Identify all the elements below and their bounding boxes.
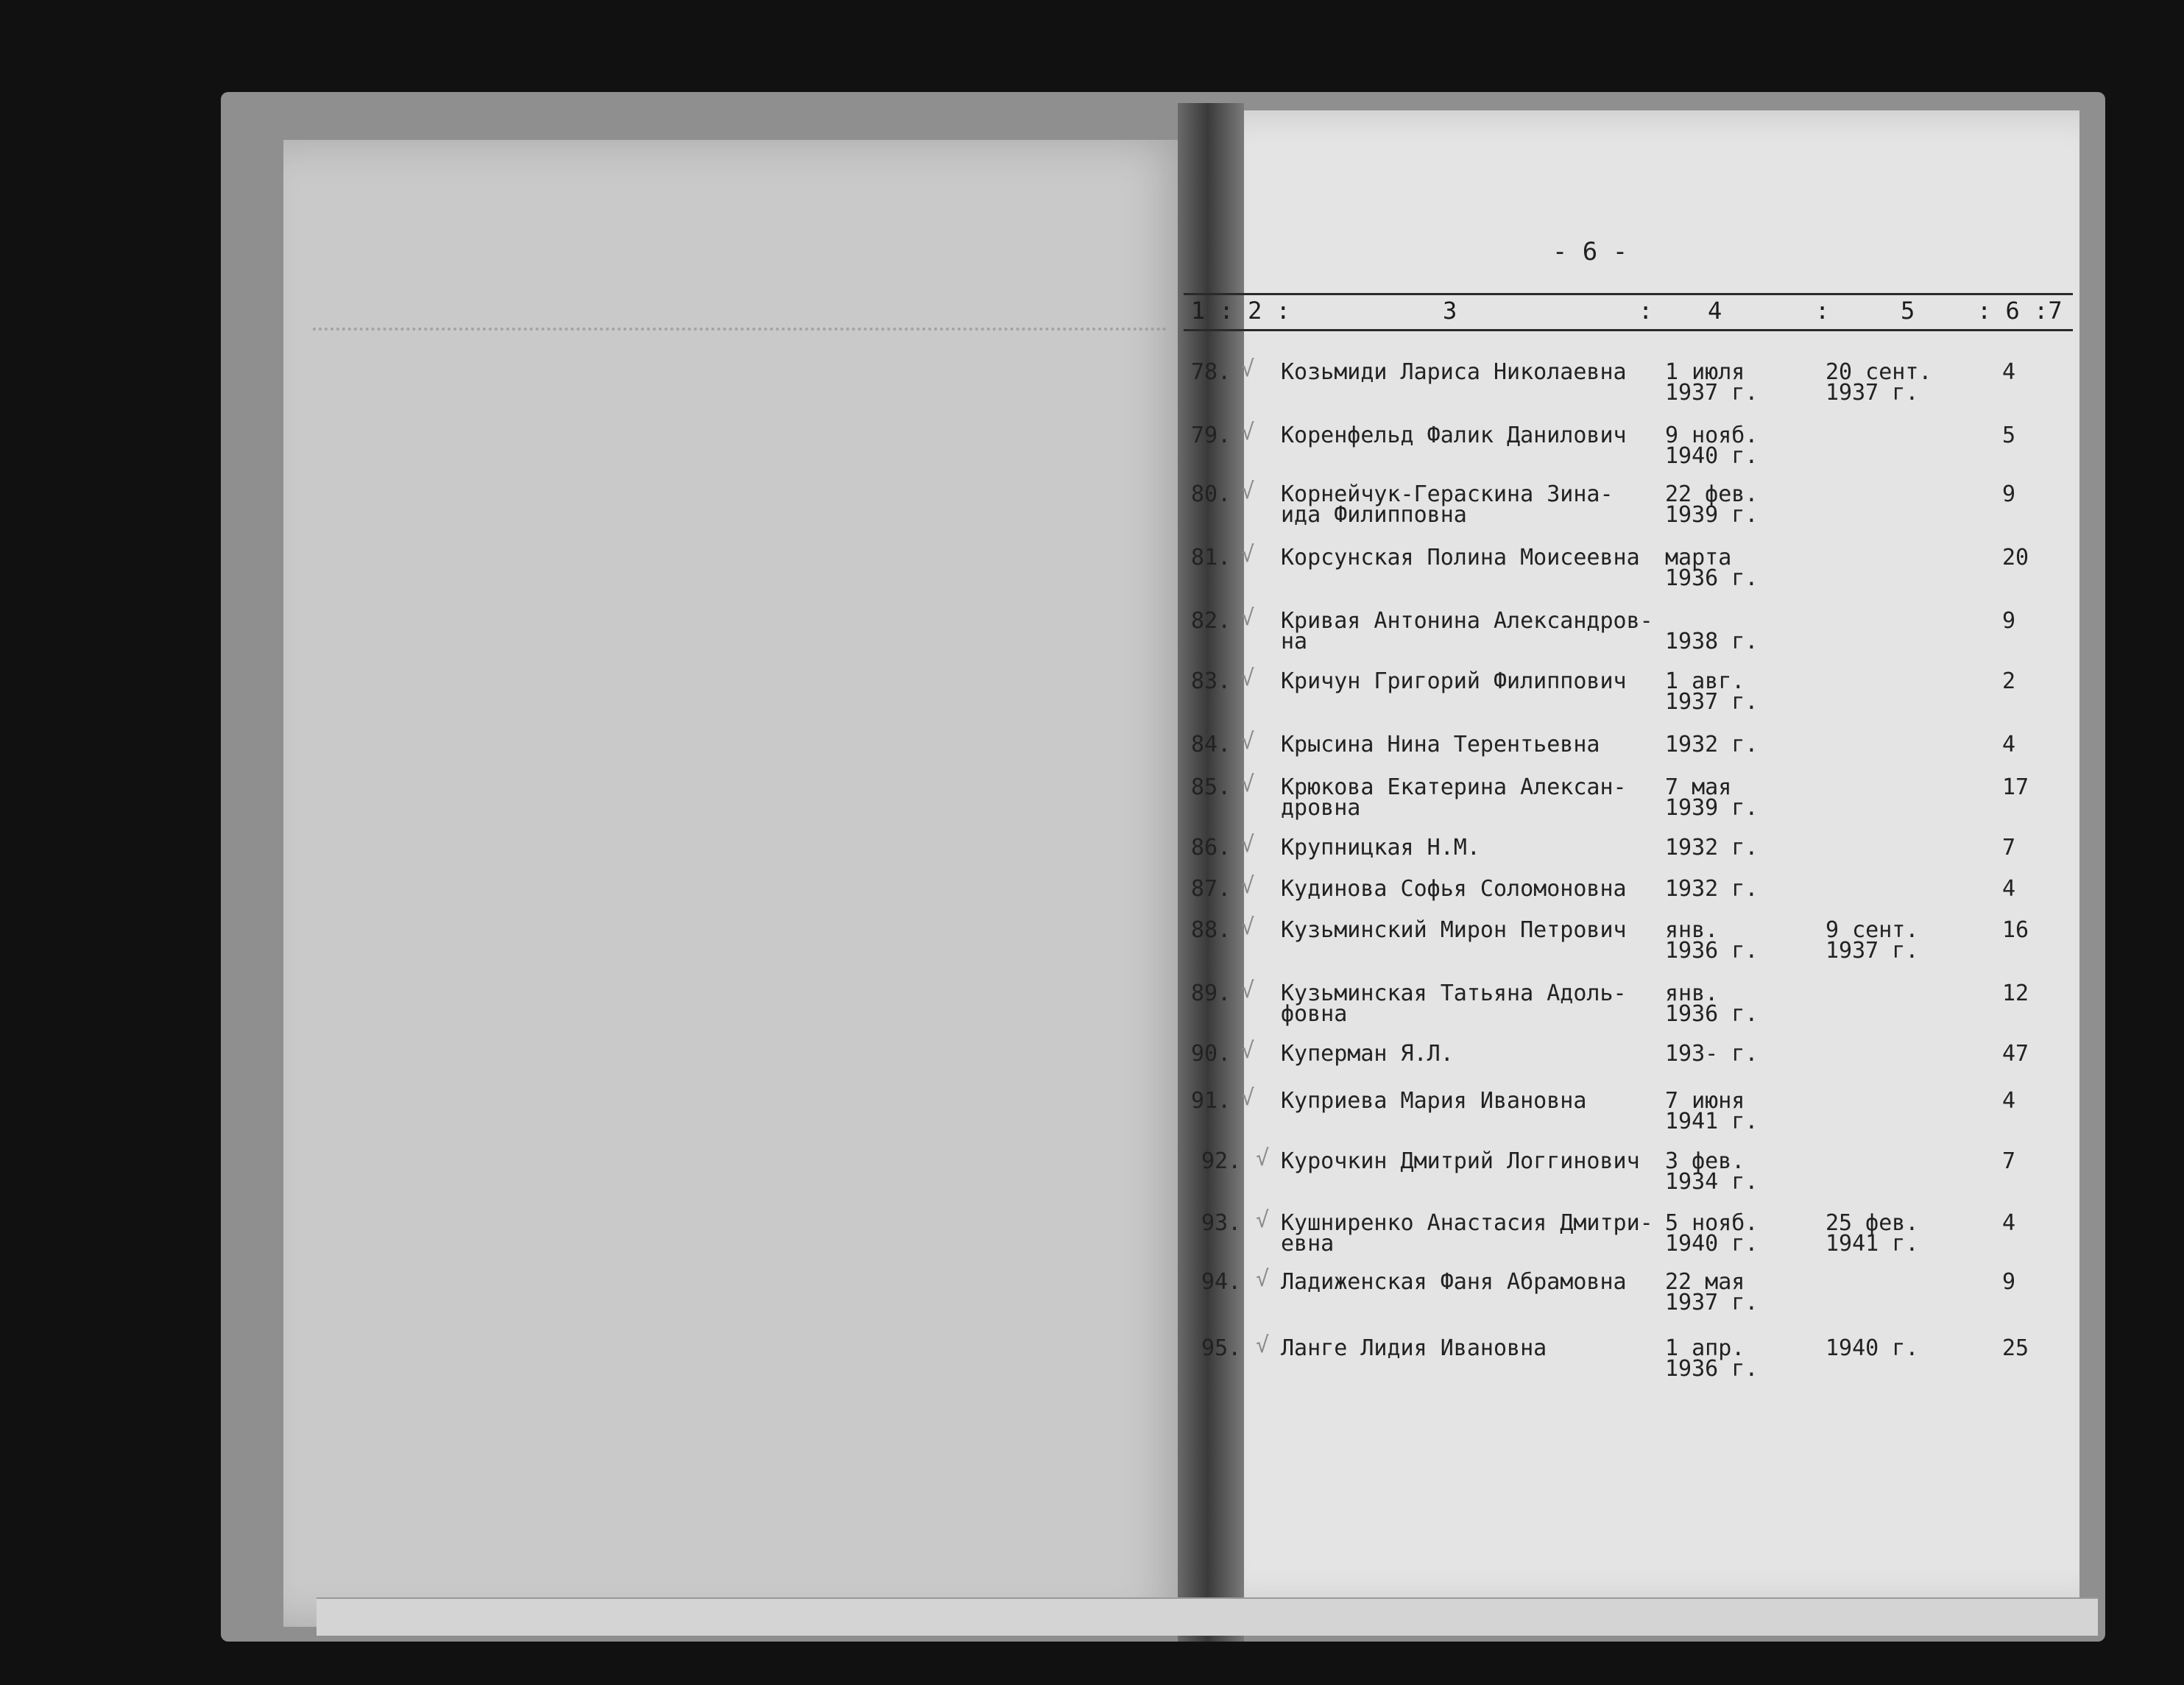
- header-sep-3-4: :: [1639, 297, 1653, 325]
- header-col-1-2: 1 : 2 :: [1191, 297, 1290, 325]
- person-name: Кричун Григорий Филиппович: [1281, 668, 1627, 694]
- left-page: [283, 140, 1196, 1627]
- header-col-4: 4: [1708, 297, 1722, 325]
- person-name: Ланге Лидия Ивановна: [1281, 1335, 1547, 1361]
- date-start: 1 авг. 1937 г.: [1665, 668, 1759, 715]
- date-start: 1932 г.: [1665, 835, 1759, 861]
- check-tick: √: [1241, 1038, 1255, 1064]
- date-start: 22 мая 1937 г.: [1665, 1269, 1759, 1315]
- check-tick: √: [1241, 665, 1255, 691]
- date-end: 20 сент. 1937 г.: [1826, 359, 1932, 406]
- page-number: - 6 -: [1552, 237, 1628, 266]
- row-number: 81.: [1191, 545, 1231, 571]
- header-col-6-7: : 6 :7: [1977, 297, 2063, 325]
- document-count: 9: [2002, 1269, 2016, 1295]
- person-name: Корнейчук-Гераскина Зина- ида Филипповна: [1281, 481, 1614, 528]
- show-through-rule: [313, 328, 1167, 332]
- person-name: Корсунская Полина Моисеевна: [1281, 545, 1640, 571]
- document-count: 47: [2002, 1041, 2029, 1067]
- document-count: 4: [2002, 1210, 2016, 1236]
- date-start: янв. 1936 г.: [1665, 917, 1759, 964]
- check-tick: √: [1241, 832, 1255, 858]
- document-count: 4: [2002, 1088, 2016, 1114]
- date-end: 25 фев. 1941 г.: [1826, 1210, 1919, 1257]
- header-sep-4-5: :: [1815, 297, 1830, 325]
- person-name: Кривая Антонина Александров- на: [1281, 608, 1653, 654]
- date-start: 5 нояб. 1940 г.: [1665, 1210, 1759, 1257]
- check-tick: √: [1256, 1145, 1270, 1171]
- check-tick: √: [1256, 1266, 1270, 1292]
- check-tick: √: [1256, 1207, 1270, 1233]
- row-number: 79.: [1191, 423, 1231, 448]
- check-tick: √: [1256, 1332, 1270, 1358]
- check-tick: √: [1241, 356, 1255, 382]
- date-end: 1940 г.: [1826, 1335, 1919, 1361]
- date-start: 22 фев. 1939 г.: [1665, 481, 1759, 528]
- document-count: 9: [2002, 608, 2016, 634]
- person-name: Кушниренко Анастасия Дмитри- евна: [1281, 1210, 1653, 1257]
- row-number: 92.: [1201, 1148, 1242, 1174]
- row-number: 85.: [1191, 774, 1231, 800]
- date-start: 193- г.: [1665, 1041, 1759, 1067]
- row-number: 88.: [1191, 917, 1231, 943]
- person-name: Крысина Нина Терентьевна: [1281, 732, 1600, 757]
- document-count: 4: [2002, 359, 2016, 385]
- document-count: 5: [2002, 423, 2016, 448]
- check-tick: √: [1241, 873, 1255, 899]
- document-count: 4: [2002, 876, 2016, 902]
- row-number: 90.: [1191, 1041, 1231, 1067]
- row-number: 84.: [1191, 732, 1231, 757]
- person-name: Кузьминский Мирон Петрович: [1281, 917, 1627, 943]
- row-number: 80.: [1191, 481, 1231, 507]
- person-name: Коренфельд Фалик Данилович: [1281, 423, 1627, 448]
- person-name: Крупницкая Н.М.: [1281, 835, 1480, 861]
- document-count: 12: [2002, 981, 2029, 1006]
- document-count: 4: [2002, 732, 2016, 757]
- document-count: 7: [2002, 1148, 2016, 1174]
- date-start: 1932 г.: [1665, 732, 1759, 757]
- row-number: 82.: [1191, 608, 1231, 634]
- row-number: 91.: [1191, 1088, 1231, 1114]
- row-number: 86.: [1191, 835, 1231, 861]
- date-start: 7 мая 1939 г.: [1665, 774, 1759, 821]
- table-top-rule: [1184, 293, 2073, 295]
- document-count: 2: [2002, 668, 2016, 694]
- date-start: марта 1936 г.: [1665, 545, 1759, 591]
- bottom-page-edge: [317, 1597, 2098, 1636]
- check-tick: √: [1241, 478, 1255, 504]
- book-spine: [1178, 103, 1244, 1642]
- row-number: 83.: [1191, 668, 1231, 694]
- document-count: 17: [2002, 774, 2029, 800]
- check-tick: √: [1241, 605, 1255, 631]
- row-number: 95.: [1201, 1335, 1242, 1361]
- person-name: Куперман Я.Л.: [1281, 1041, 1454, 1067]
- row-number: 87.: [1191, 876, 1231, 902]
- document-count: 20: [2002, 545, 2029, 571]
- row-number: 94.: [1201, 1269, 1242, 1295]
- row-number: 78.: [1191, 359, 1231, 385]
- person-name: Кузьминская Татьяна Адоль- фовна: [1281, 981, 1627, 1027]
- date-start: 1 июля 1937 г.: [1665, 359, 1759, 406]
- check-tick: √: [1241, 542, 1255, 568]
- date-start: 3 фев. 1934 г.: [1665, 1148, 1759, 1195]
- person-name: Крюкова Екатерина Алексан- дровна: [1281, 774, 1627, 821]
- document-count: 7: [2002, 835, 2016, 861]
- check-tick: √: [1241, 771, 1255, 797]
- check-tick: √: [1241, 729, 1255, 755]
- date-end: 9 сент. 1937 г.: [1826, 917, 1919, 964]
- date-start: янв. 1936 г.: [1665, 981, 1759, 1027]
- header-col-5: 5: [1901, 297, 1915, 325]
- check-tick: √: [1241, 1085, 1255, 1111]
- person-name: Курочкин Дмитрий Логгинович: [1281, 1148, 1640, 1174]
- date-start: 9 нояб. 1940 г.: [1665, 423, 1759, 469]
- row-number: 93.: [1201, 1210, 1242, 1236]
- check-tick: √: [1241, 914, 1255, 940]
- date-start: 1 апр. 1936 г.: [1665, 1335, 1759, 1382]
- person-name: Кудинова Софья Соломоновна: [1281, 876, 1627, 902]
- document-count: 25: [2002, 1335, 2029, 1361]
- header-col-3: 3: [1443, 297, 1457, 325]
- table-header-rule: [1184, 329, 2073, 331]
- person-name: Ладиженская Фаня Абрамовна: [1281, 1269, 1627, 1295]
- date-start: 7 июня 1941 г.: [1665, 1088, 1759, 1134]
- person-name: Козьмиди Лариса Николаевна: [1281, 359, 1627, 385]
- date-start: 1938 г.: [1665, 629, 1759, 654]
- check-tick: √: [1241, 978, 1255, 1003]
- document-count: 9: [2002, 481, 2016, 507]
- row-number: 89.: [1191, 981, 1231, 1006]
- date-start: 1932 г.: [1665, 876, 1759, 902]
- check-tick: √: [1241, 420, 1255, 445]
- person-name: Куприева Мария Ивановна: [1281, 1088, 1587, 1114]
- document-count: 16: [2002, 917, 2029, 943]
